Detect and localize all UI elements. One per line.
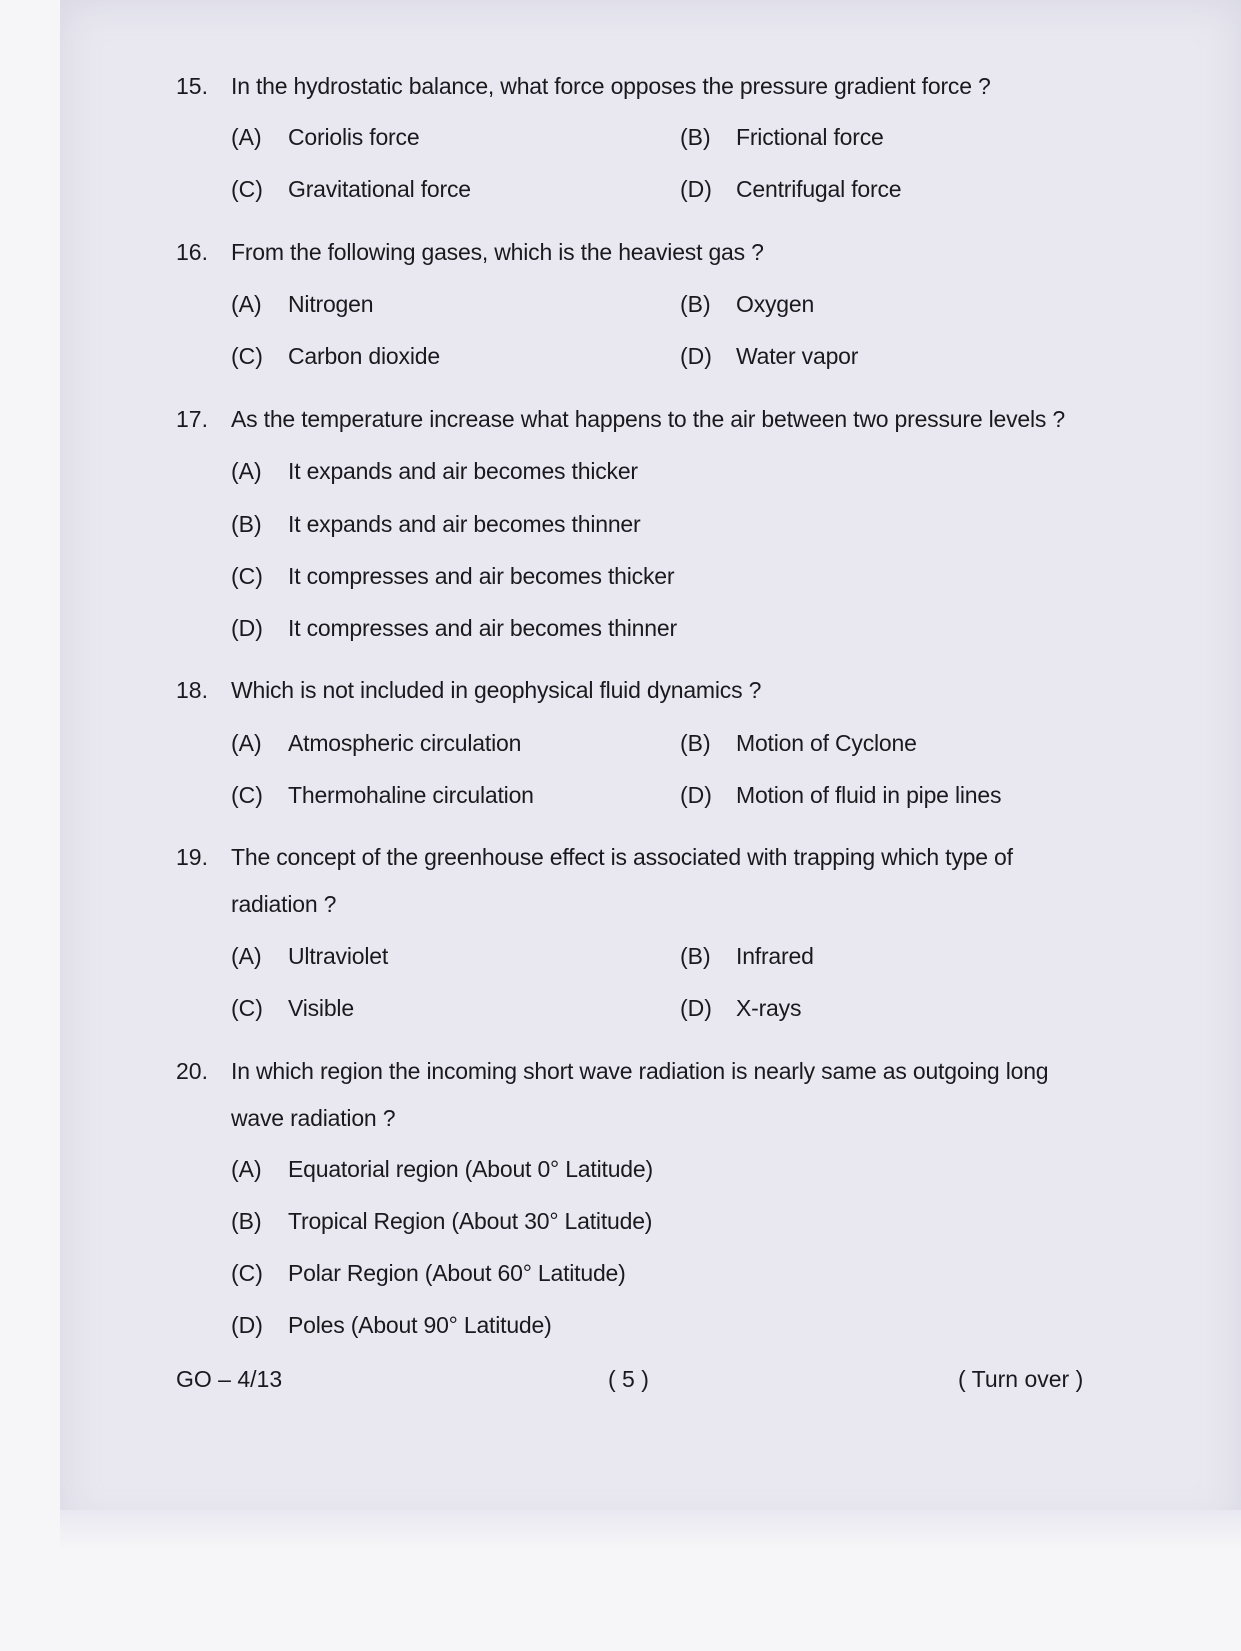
option-text: Motion of fluid in pipe lines	[736, 782, 1002, 808]
option-text: Water vapor	[736, 343, 859, 369]
page-number: ( 5 )	[608, 1366, 649, 1392]
option-text: Poles (About 90° Latitude)	[288, 1312, 552, 1338]
option-text: Nitrogen	[288, 291, 374, 317]
option-label: (D)	[231, 1312, 263, 1338]
option-text: Thermohaline circulation	[288, 782, 534, 808]
option-label: (A)	[231, 291, 262, 317]
question-text: Which is not included in geophysical fluid dynamics ?	[231, 677, 762, 703]
exam-sheet	[60, 0, 1241, 1530]
paper-code: GO – 4/13	[176, 1366, 283, 1392]
option-text: X-rays	[736, 995, 802, 1021]
question-number: 18.	[176, 677, 208, 703]
option-text: It compresses and air becomes thinner	[288, 615, 677, 641]
question-text: As the temperature increase what happens to the air between two pressure levels ?	[231, 406, 1066, 432]
option-text: Coriolis force	[288, 124, 420, 150]
option-label: (B)	[231, 1208, 262, 1234]
option-text: Tropical Region (About 30° Latitude)	[288, 1208, 653, 1234]
option-text: Frictional force	[736, 124, 884, 150]
question-text-line2: radiation ?	[231, 891, 337, 917]
option-label: (A)	[231, 458, 262, 484]
option-text: It compresses and air becomes thicker	[288, 563, 675, 589]
option-text: Equatorial region (About 0° Latitude)	[288, 1156, 653, 1182]
option-text: Atmospheric circulation	[288, 730, 522, 756]
option-label: (C)	[231, 176, 263, 202]
question-text: From the following gases, which is the heaviest gas ?	[231, 239, 764, 265]
option-text: Infrared	[736, 943, 814, 969]
option-text: Ultraviolet	[288, 943, 389, 969]
question-number: 15.	[176, 73, 208, 99]
option-text: It expands and air becomes thinner	[288, 511, 641, 537]
option-label: (D)	[680, 782, 712, 808]
question-number: 16.	[176, 239, 208, 265]
option-text: Visible	[288, 995, 354, 1021]
question-text-line1: In which region the incoming short wave radiation is nearly same as outgoing long	[231, 1058, 1049, 1084]
option-label: (C)	[231, 995, 263, 1021]
question-text: In the hydrostatic balance, what force opposes the pressure gradient force ?	[231, 73, 991, 99]
question-number: 17.	[176, 406, 208, 432]
sheet-bottom-edge	[60, 1510, 1241, 1550]
option-label: (B)	[231, 511, 262, 537]
option-label: (C)	[231, 782, 263, 808]
option-label: (B)	[680, 124, 711, 150]
question-number: 20.	[176, 1058, 208, 1084]
turn-over-note: ( Turn over )	[958, 1366, 1084, 1392]
option-label: (C)	[231, 563, 263, 589]
question-text-line2: wave radiation ?	[231, 1105, 396, 1131]
option-label: (B)	[680, 943, 711, 969]
option-text: Centrifugal force	[736, 176, 902, 202]
option-label: (B)	[680, 730, 711, 756]
option-label: (A)	[231, 730, 262, 756]
option-label: (A)	[231, 943, 262, 969]
option-label: (D)	[680, 995, 712, 1021]
option-label: (C)	[231, 1260, 263, 1286]
option-text: Gravitational force	[288, 176, 471, 202]
option-label: (A)	[231, 124, 262, 150]
option-label: (D)	[680, 343, 712, 369]
option-label: (A)	[231, 1156, 262, 1182]
question-number: 19.	[176, 844, 208, 870]
option-text: Carbon dioxide	[288, 343, 440, 369]
option-label: (B)	[680, 291, 711, 317]
question-text-line1: The concept of the greenhouse effect is associated with trapping which type of	[231, 844, 1013, 870]
option-label: (D)	[680, 176, 712, 202]
option-label: (D)	[231, 615, 263, 641]
option-text: Polar Region (About 60° Latitude)	[288, 1260, 626, 1286]
option-text: It expands and air becomes thicker	[288, 458, 638, 484]
option-label: (C)	[231, 343, 263, 369]
option-text: Motion of Cyclone	[736, 730, 917, 756]
option-text: Oxygen	[736, 291, 815, 317]
